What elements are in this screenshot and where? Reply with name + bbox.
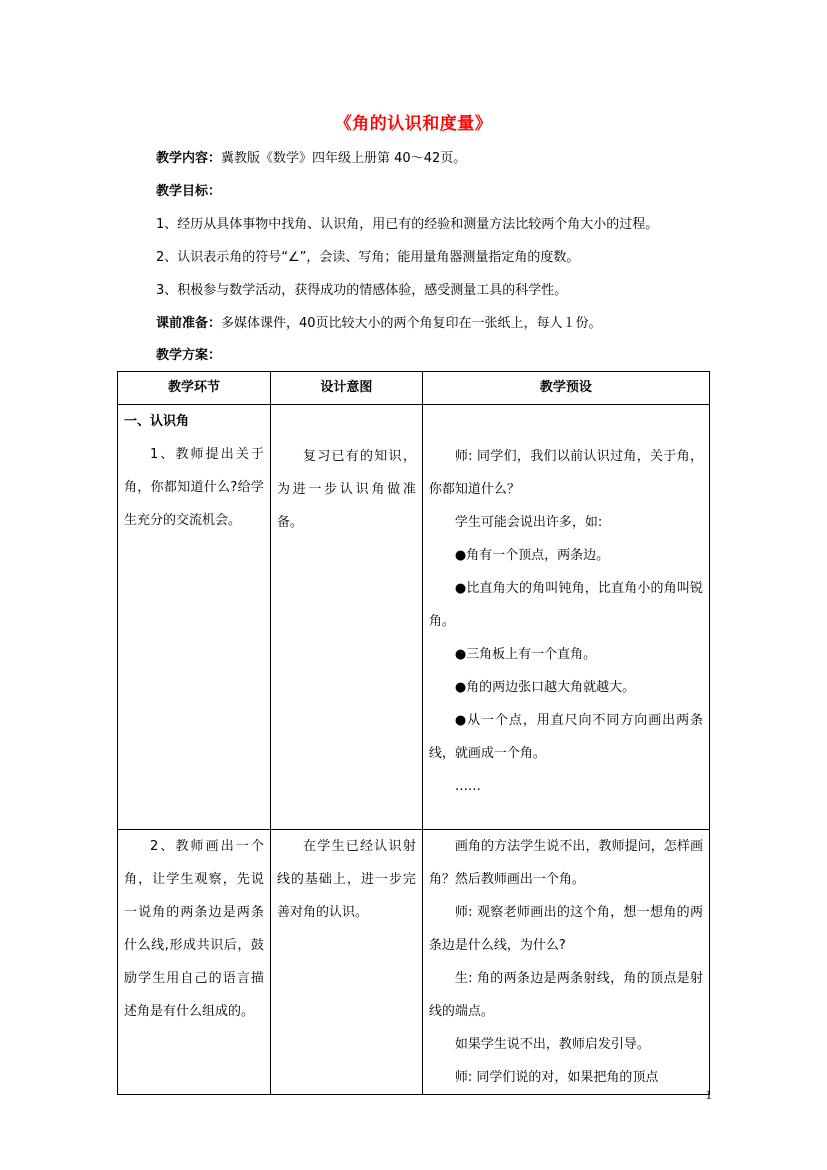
plan-label <box>156 345 221 367</box>
teaching-content-label: 教学内容： <box>156 151 222 166</box>
intent-text: 在学生已经认识射线的基础上，进一步完善对角的认识。 <box>276 839 416 920</box>
stage-cell <box>118 830 271 1095</box>
objective-item-1: 1、经历从具体事物中找角、认识角，用已有的经验和测量方法比较两个角大小的过程。 <box>156 217 659 232</box>
segment-title: 一、认识角 <box>124 414 190 429</box>
lesson-plan-table <box>117 371 710 1095</box>
preset-bullet: ●从一个点，用直尺向不同方向画出两条线，就画成一个角。 <box>428 713 703 761</box>
objective-item-2: 2、认识表示角的符号“∠”，会读、写角；能用量角器测量指定角的度数。 <box>156 250 580 265</box>
preset-bullet: ●比直角大的角叫钝角，比直角小的角叫锐角。 <box>428 581 703 629</box>
preset-ellipsis: …… <box>454 779 481 794</box>
objective-item-3: 3、积极参与数学活动，获得成功的情感体验，感受测量工具的科学性。 <box>156 283 568 298</box>
preparation-label: 课前准备： <box>156 316 222 331</box>
plan-label-text: 教学方案： <box>156 348 222 363</box>
preset-paragraph: 师: 同学们，我们以前认识过角，关于角，你都知道什么？ <box>428 449 703 497</box>
preset-paragraph: 师: 同学们说的对，如果把角的顶点 <box>454 1070 659 1085</box>
preset-paragraph: 师: 观察老师画出的这个角，想一想角的两条边是什么线，为什么? <box>428 905 703 953</box>
header-teaching-preset: 教学预设 <box>422 372 709 405</box>
stage-text: 2、教师画出一个角，让学生观察，先说一说角的两条边是两条什么线,形成共识后，鼓励学生用自己的语言描述角是有什么组成的。 <box>124 839 264 1019</box>
table-header-row <box>118 372 710 405</box>
intent-cell <box>270 830 422 1095</box>
preset-bullet: ●角的两边张口越大角就越大。 <box>454 680 636 695</box>
preset-bullet: ●角有一个顶点，两条边。 <box>454 548 610 563</box>
preset-bullet: ●三角板上有一个直角。 <box>454 647 597 662</box>
preparation-text: 多媒体课件，40页比较大小的两个角复印在一张纸上，每人１份。 <box>221 316 602 331</box>
preset-cell <box>422 405 709 830</box>
objectives-label <box>156 181 221 203</box>
preset-cell <box>422 830 709 1095</box>
preset-paragraph: 如果学生说不出，教师启发引导。 <box>454 1037 650 1052</box>
header-teaching-stage: 教学环节 <box>118 372 271 405</box>
page-number: 1 <box>705 1087 712 1102</box>
table-row <box>118 830 710 1095</box>
stage-text: 1、教师提出关于角，你都知道什么?给学生充分的交流机会。 <box>124 447 264 528</box>
table-row <box>118 405 710 830</box>
intent-text: 复习已有的知识，为进一步认识角做准备。 <box>276 449 416 530</box>
teaching-content-line <box>156 148 466 170</box>
preset-paragraph: 学生可能会说出许多，如: <box>454 515 603 530</box>
objectives-label-text: 教学目标： <box>156 184 222 199</box>
teaching-content-text: 冀教版《数学》四年级上册第 40～42页。 <box>221 151 467 166</box>
intent-cell <box>270 405 422 830</box>
header-design-intent: 设计意图 <box>270 372 422 405</box>
preset-paragraph: 生: 角的两条边是两条射线，角的顶点是射线的端点。 <box>428 971 703 1019</box>
stage-cell <box>118 405 271 830</box>
preparation-line <box>156 313 602 335</box>
document-title: 《角的认识和度量》 <box>334 114 493 134</box>
preset-paragraph: 画角的方法学生说不出，教师提问，怎样画角？然后教师画出一个角。 <box>428 839 703 887</box>
